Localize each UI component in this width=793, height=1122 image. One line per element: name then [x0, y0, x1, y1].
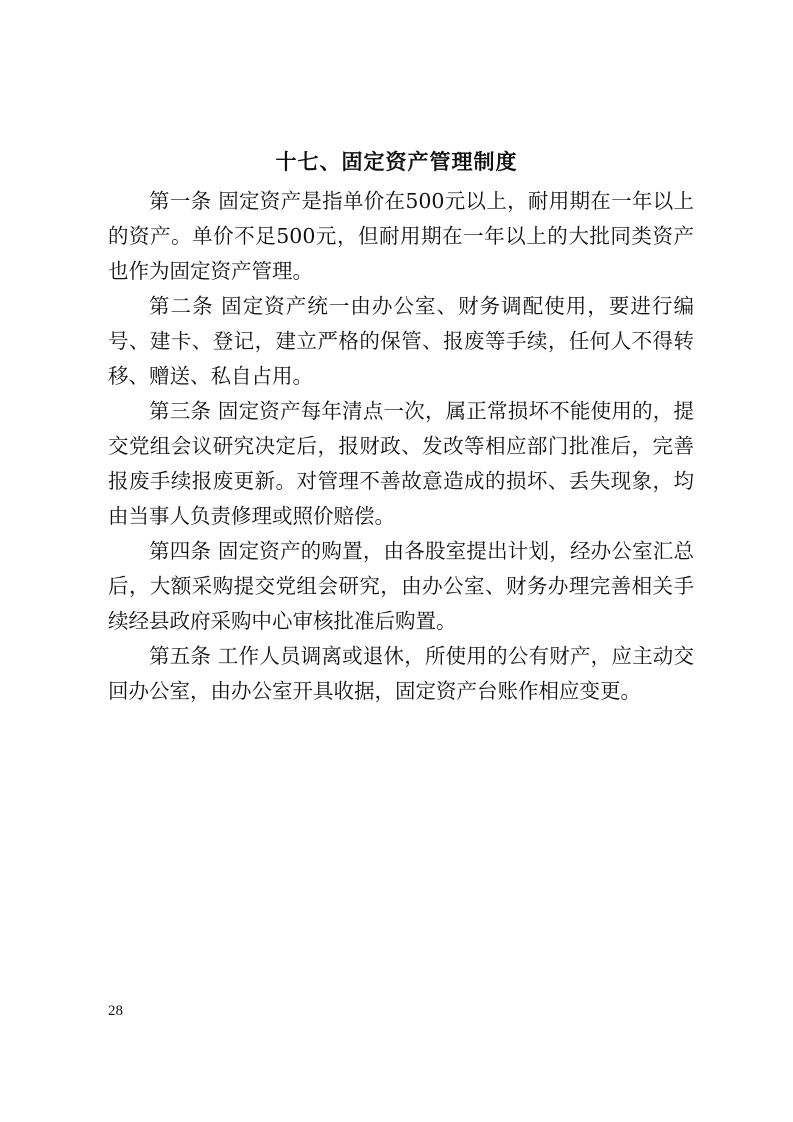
article-1-paragraph: 第一条 固定资产是指单价在500元以上，耐用期在一年以上的资产。单价不足500元，但耐用期在一年以上的大批同类资产也作为固定资产管理。 [108, 189, 694, 283]
page-title: 十七、固定资产管理制度 [275, 150, 518, 174]
page-number: 28 [108, 1003, 123, 1019]
document-body [108, 184, 694, 709]
article-5-paragraph: 第五条 工作人员调离或退休，所使用的公有财产，应主动交回办公室，由办公室开具收据，固定资产台账作相应变更。 [108, 644, 694, 703]
article-2-paragraph: 第二条 固定资产统一由办公室、财务调配使用，要进行编号、建卡、登记，建立严格的保管、报废等手续，任何人不得转移、赠送、私自占用。 [108, 294, 694, 388]
article-4-paragraph: 第四条 固定资产的购置，由各股室提出计划，经办公室汇总后，大额采购提交党组会研究，由办公室、财务办理完善相关手续经县政府采购中心审核批准后购置。 [108, 539, 694, 633]
article-3-paragraph: 第三条 固定资产每年清点一次，属正常损坏不能使用的，提交党组会议研究决定后，报财政、发改等相应部门批准后，完善报废手续报废更新。对管理不善故意造成的损坏、丢失现象，均由当事人负责修理或照价赔偿。 [108, 399, 694, 528]
